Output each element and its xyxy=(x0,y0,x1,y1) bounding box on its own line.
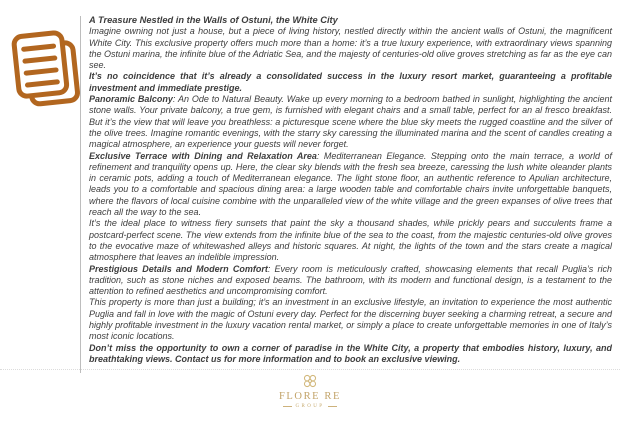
paragraph: Don’t miss the opportunity to own a corner of paradise in the White City, a property that embodies history, luxury, and breathtaking views. Contact us for more information and to book an exclusive viewing. xyxy=(89,342,612,364)
paragraph-lead: Panoramic Balcony xyxy=(89,94,173,105)
paragraph: Exclusive Terrace with Dining and Relaxation Area: Mediterranean Elegance. Stepping onto the main terrace, a world of refinement and tranquility opens up. Here, the clear sky blends with the fresh sea breeze, caressing the lush white oleander plants in ceramic pots, adding a touch of Mediterranean elegance. The light stone floor, an authentic reference to Apulian architecture, leads you to a comfortable and spacious dining area: a large wooden table and comfortable chairs invite unforgettable banquets, where the flavors of local cuisine combine with the unparalleled view of the white village and the green expanses of olive trees that reach all the way to the sea. xyxy=(89,150,612,218)
paragraph: It’s no coincidence that it’s already a consolidated success in the luxury resort market, guaranteeing a profitable investment and immediate prestige. xyxy=(89,71,612,93)
brand-name: FLORE RE xyxy=(278,391,342,402)
group-dash-left xyxy=(283,406,292,407)
column-divider-line xyxy=(80,16,81,373)
article xyxy=(89,15,612,365)
paragraph: This property is more than just a building; it’s an investment in an exclusive lifestyle, an invitation to experience the most authentic Puglia and fall in love with the magic of Ostuni every day. Perfect for the discerning buyer seeking a charming retreat, a secure and highly profitable investment in the luxury vacation rental market, or simply a place to create unforgettable memories in one of Italy’s most iconic locations. xyxy=(89,297,612,342)
article-title: A Treasure Nestled in the Walls of Ostuni, the White City xyxy=(89,15,338,25)
group-dash-right xyxy=(328,406,337,407)
paragraph: Prestigious Details and Modern Comfort: Every room is meticulously crafted, showcasing elements that recall Puglia’s rich tradition, such as stone niches and exposed beams. The bathroom, with its modern and functional design, is a testament to the attention to refined aesthetics and uncompromising comfort. xyxy=(89,263,612,297)
brand-group-row xyxy=(0,404,620,409)
knot-ornament-icon xyxy=(301,372,319,390)
paragraph: It’s the ideal place to witness fiery sunsets that paint the sky a thousand shades, while prickly pears and succulents frame a postcard-perfect scene. The view extends from the infinite blue of the sea to the coast, from the majestic centuries-old olive groves to the evocative maze of whitewashed alleys and historic squares. At night, the lights of the town and the stars create a magical atmosphere that leaves an indelible impression. xyxy=(89,218,612,263)
paragraph-lead: Prestigious Details and Modern Comfort xyxy=(89,263,268,274)
paragraph: Panoramic Balcony: An Ode to Natural Beauty. Wake up every morning to a bedroom bathed in sunlight, highlighting the ancient stone walls. Your private balcony, a true gem, is furnished with elegant chairs and a small table, perfect for an al fresco breakfast. But it’s the view that will leave you breathless: a picturesque scene where the blue sky meets the rugged coastline and the silver of the olive trees. Imagine romantic evenings, with the starry sky caressing the illuminated marina and the scent of candles creating a magical atmosphere, an experience your guests will never forget. xyxy=(89,94,612,150)
company-logo xyxy=(0,372,620,409)
paragraph: Imagine owning not just a house, but a piece of living history, nestled directly within the ancient walls of Ostuni, the magnificent White City. This exclusive property offers much more than a home: it’s a true luxury experience, with extraordinary views spanning the Ostuni marina, the infinite blue of the Adriatic Sea, and the majesty of centuries-old olive groves stretching as far as the eye can see. xyxy=(89,26,612,71)
article-paragraphs xyxy=(89,26,612,365)
documents-icon xyxy=(10,28,82,112)
paragraph-lead: Exclusive Terrace with Dining and Relaxation Area xyxy=(89,150,317,161)
brand-group-label: GROUP xyxy=(295,404,325,409)
footer-dotted-divider xyxy=(0,369,620,370)
